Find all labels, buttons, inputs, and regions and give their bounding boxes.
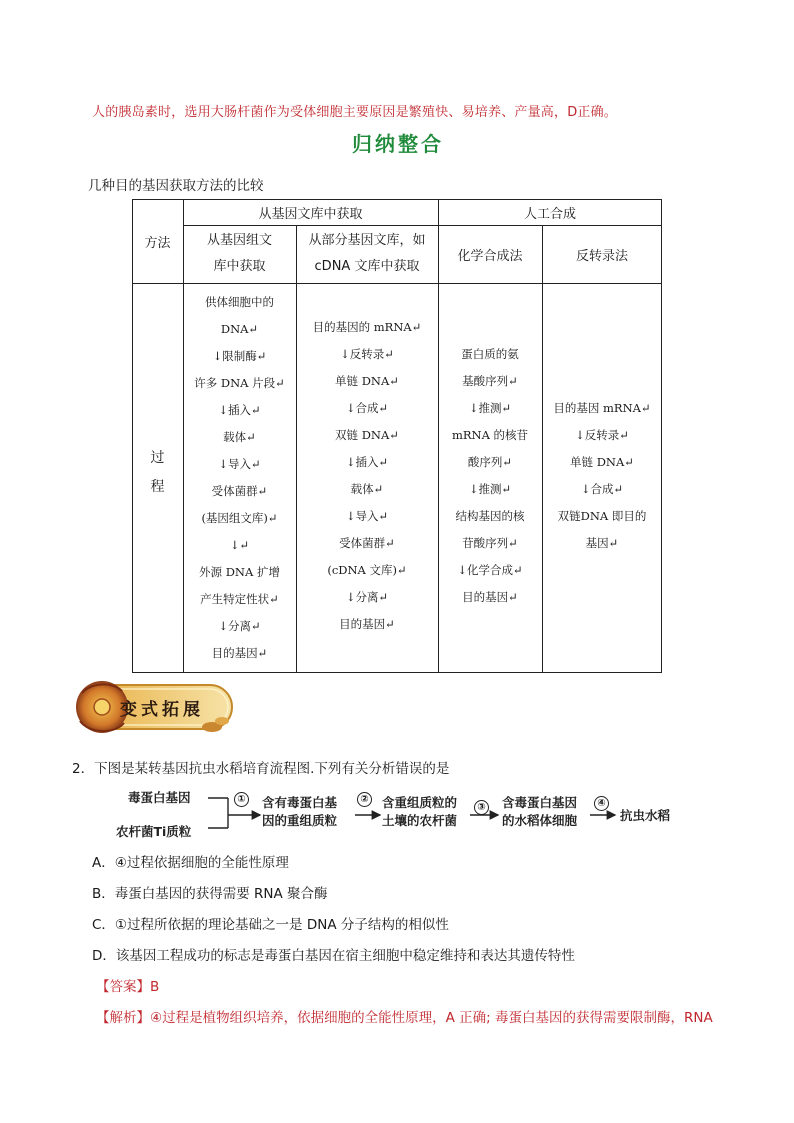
question-text: 2．下图是某转基因抗虫水稻培育流程图.下列有关分析错误的是 [72, 761, 450, 777]
banner-text: 变式拓展 [120, 700, 204, 720]
option-b: B．毒蛋白基因的获得需要 RNA 聚合酶 [92, 886, 328, 902]
variant-extension-banner [72, 675, 236, 741]
answer-label: 【答案】 [96, 979, 150, 995]
col-reverse-transcription-header: 反转录法 [575, 248, 628, 264]
process-step: ↓导入↵ [218, 457, 261, 471]
col-header-line: 从部分基因文库，如 [308, 233, 426, 248]
process-step: ↓推测↵ [468, 401, 512, 415]
reverse-transcription-process [542, 395, 662, 557]
process-step: 载体↵ [350, 482, 384, 496]
process-step: 目的基因↵ [211, 646, 268, 660]
process-step: ↓化学合成↵ [457, 563, 523, 577]
process-step: 产生特定性状↵ [200, 592, 279, 606]
process-step: ↓合成↵ [580, 482, 624, 496]
col-header-line: 从基因组文 [206, 233, 272, 248]
group-synthesis-header: 人工合成 [523, 206, 576, 222]
process-step: ↓反转录↵ [575, 428, 629, 442]
flow-step-3: ③ [474, 800, 489, 815]
process-step: DNA↵ [220, 322, 259, 336]
analysis-text: ④过程是植物组织培养，依据细胞的全能性原理，A 正确; 毒蛋白基因的获得需要限制酶，RNA [150, 1010, 713, 1026]
section-title: 归纳整合 [352, 132, 444, 156]
process-step: 苷酸序列↵ [462, 536, 518, 550]
table-border-bottom [132, 672, 662, 673]
process-step: 受体菌群↵ [339, 536, 395, 550]
flow-diagram [110, 782, 710, 842]
process-step: ↓推测↵ [468, 482, 512, 496]
process-step: 基酸序列↵ [462, 374, 518, 388]
process-step: ↓↵ [229, 538, 250, 552]
col-genomic-library-header [183, 225, 296, 283]
col-cdna-library-header [296, 225, 438, 283]
flow-box-line: 含有毒蛋白基 [262, 795, 338, 810]
flow-step-4: ④ [594, 796, 609, 811]
process-label-char: 过 [150, 450, 165, 466]
intro-text: 人的胰岛素时，选用大肠杆菌作为受体细胞主要原因是繁殖快、易培养、产量高，D正确。 [92, 105, 618, 120]
process-step: 单链 DNA↵ [570, 455, 634, 469]
answer-value: B [150, 979, 160, 995]
flow-input-ti-plasmid: 农杆菌Ti质粒 [116, 824, 192, 839]
comparison-table [132, 199, 662, 673]
process-step: mRNA 的核苷 [451, 428, 529, 442]
process-step: 单链 DNA↵ [335, 374, 399, 388]
option-d: D．该基因工程成功的标志是毒蛋白基因在宿主细胞中稳定维持和表达其遗传特性 [92, 948, 575, 964]
process-step: ↓合成↵ [345, 401, 389, 415]
process-step: 载体↵ [223, 430, 256, 444]
genomic-library-process [183, 289, 296, 667]
answer-line [96, 975, 159, 995]
flow-input-toxin-gene: 毒蛋白基因 [128, 790, 191, 805]
process-step: 目的基因的 mRNA↵ [312, 320, 422, 334]
process-label-char: 程 [150, 479, 165, 495]
flow-box-line: 的水稻体细胞 [502, 813, 578, 828]
chemical-synthesis-process [438, 341, 542, 611]
process-step: 目的基因↵ [462, 590, 518, 604]
flow-step-1: ① [234, 792, 249, 807]
option-a: A．④过程依据细胞的全能性原理 [92, 855, 289, 871]
process-step: 双链DNA 即目的 [557, 509, 647, 523]
flow-result-insect-resistant-rice: 抗虫水稻 [620, 808, 671, 823]
process-step: 许多 DNA 片段↵ [194, 376, 285, 390]
option-c: C．①过程所依据的理论基础之一是 DNA 分子结构的相似性 [92, 917, 449, 933]
process-step: ↓导入↵ [345, 509, 389, 523]
process-step: 结构基因的核 [455, 509, 525, 523]
process-step: ↓反转录↵ [340, 347, 394, 361]
process-step: 基因↵ [585, 536, 619, 550]
process-step: 外源 DNA 扩增 [199, 565, 280, 579]
process-step: ↓分离↵ [345, 590, 389, 604]
flow-box-recombinant-plasmid [262, 794, 337, 830]
process-step: 受体菌群↵ [211, 484, 268, 498]
process-step: (cDNA 文库)↵ [327, 563, 407, 577]
analysis-label: 【解析】 [96, 1010, 150, 1026]
flow-step-2: ② [357, 792, 372, 807]
process-step: 目的基因 mRNA↵ [553, 401, 651, 415]
col-header-line: 库中获取 [213, 259, 266, 274]
table-caption: 几种目的基因获取方法的比较 [88, 178, 264, 194]
flow-box-agrobacterium [382, 794, 457, 830]
flow-box-line: 含重组质粒的 [382, 795, 458, 810]
flow-box-rice-cell [502, 794, 577, 830]
flow-box-line: 含毒蛋白基因 [502, 795, 578, 810]
col-chemical-synthesis-header: 化学合成法 [457, 248, 523, 264]
col-header-line: cDNA 文库中获取 [314, 259, 420, 274]
process-step: ↓限制酶↵ [212, 349, 267, 363]
method-header: 方法 [144, 235, 171, 251]
process-step: 酸序列↵ [467, 455, 513, 469]
analysis-line [96, 1006, 713, 1026]
process-step: 双链 DNA↵ [335, 428, 399, 442]
process-step: (基因组文库)↵ [201, 511, 278, 525]
table-line [132, 283, 662, 284]
process-step: 目的基因↵ [339, 617, 395, 631]
cdna-library-process [296, 314, 438, 638]
flow-box-line: 土壤的农杆菌 [382, 813, 458, 828]
process-row-label [132, 444, 183, 502]
process-step: 供体细胞中的 [205, 295, 274, 309]
process-step: ↓分离↵ [218, 619, 261, 633]
flow-box-line: 因的重组质粒 [262, 813, 338, 828]
process-step: ↓插入↵ [218, 403, 261, 417]
process-step: 蛋白质的氨 [461, 347, 519, 361]
group-library-header: 从基因文库中获取 [258, 206, 363, 222]
process-step: ↓插入↵ [345, 455, 389, 469]
